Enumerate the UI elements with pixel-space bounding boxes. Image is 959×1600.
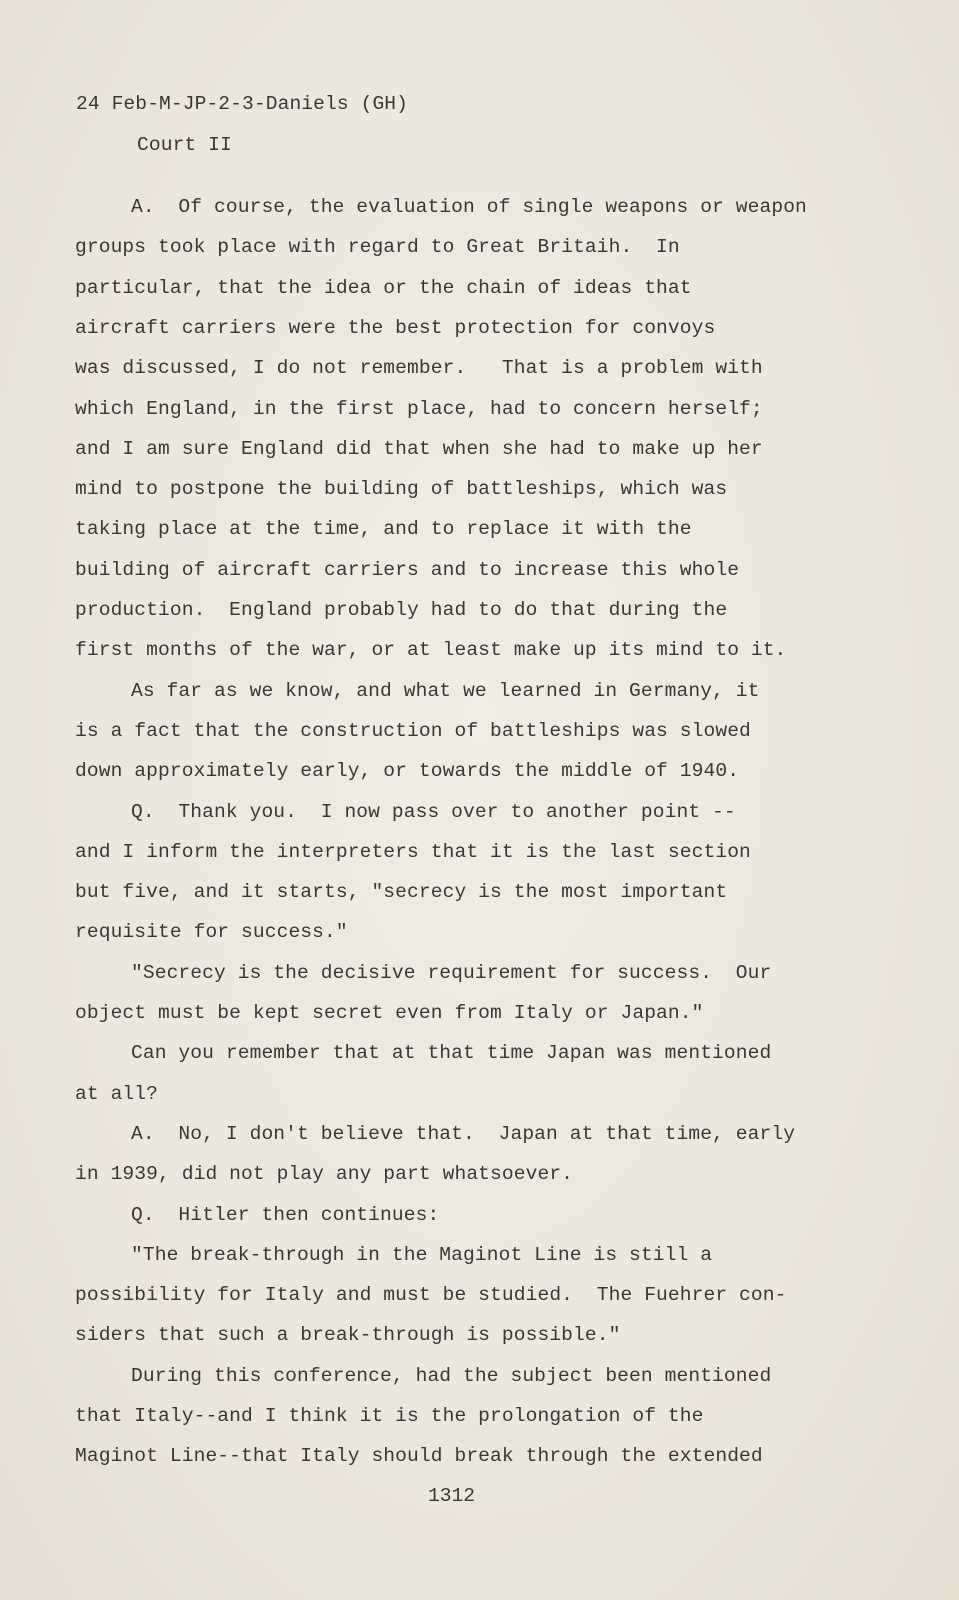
text-line: groups took place with regard to Great Britaih. In bbox=[75, 236, 680, 259]
text-line: Maginot Line--that Italy should break through the extended bbox=[75, 1445, 763, 1468]
text-line: aircraft carriers were the best protection for convoys bbox=[75, 316, 716, 339]
text-line: object must be kept secret even from Italy or Japan." bbox=[75, 1002, 704, 1024]
text-line: During this conference, had the subject been mentioned bbox=[131, 1364, 772, 1387]
text-line: Can you remember that at that time Japan was mentioned bbox=[131, 1042, 772, 1065]
text-line: was discussed, I do not remember. That is a problem with bbox=[75, 357, 763, 380]
text-line: possibility for Italy and must be studied. The Fuehrer con- bbox=[75, 1284, 787, 1307]
text-line: As far as we know, and what we learned in Germany, it bbox=[131, 679, 760, 702]
text-line: that Italy--and I think it is the prolongation of the bbox=[75, 1405, 704, 1427]
text-line: first months of the war, or at least make up its mind to it. bbox=[75, 639, 787, 662]
text-line: A. No, I don't believe that. Japan at that time, early bbox=[131, 1122, 796, 1145]
text-line: taking place at the time, and to replace it with the bbox=[75, 518, 692, 541]
text-line: "The break-through in the Maginot Line is still a bbox=[131, 1243, 713, 1266]
text-line: A. Of course, the evaluation of single weapons or weapon bbox=[131, 196, 807, 218]
text-line: mind to postpone the building of battleships, which was bbox=[75, 478, 728, 501]
text-line: but five, and it starts, "secrecy is the most important bbox=[75, 881, 728, 904]
text-line: "Secrecy is the decisive requirement for success. Our bbox=[131, 961, 772, 984]
text-line: requisite for success." bbox=[75, 921, 348, 944]
page-number: 1312 bbox=[428, 1485, 476, 1507]
text-line: particular, that the idea or the chain of ideas that bbox=[75, 276, 692, 299]
text-line: down approximately early, or towards the middle of 1940. bbox=[75, 760, 740, 783]
text-line: and I am sure England did that when she had to make up her bbox=[75, 437, 763, 460]
text-line: is a fact that the construction of battleships was slowed bbox=[75, 719, 751, 742]
text-line: and I inform the interpreters that it is the last section bbox=[75, 840, 751, 863]
text-line: siders that such a break-through is possible." bbox=[75, 1324, 621, 1347]
text-line: in 1939, did not play any part whatsoever. bbox=[75, 1163, 574, 1186]
text-line: Q. Hitler then continues: bbox=[131, 1203, 440, 1226]
text-line: at all? bbox=[75, 1082, 159, 1105]
text-line: which England, in the first place, had to concern herself; bbox=[75, 397, 763, 420]
document-reference: 24 Feb-M-JP-2-3-Daniels (GH) bbox=[76, 93, 409, 115]
text-line: production. England probably had to do that during the bbox=[75, 599, 728, 621]
text-line: building of aircraft carriers and to increase this whole bbox=[75, 558, 740, 581]
text-line: Q. Thank you. I now pass over to another point -- bbox=[131, 800, 736, 823]
court-label: Court II bbox=[137, 134, 232, 156]
